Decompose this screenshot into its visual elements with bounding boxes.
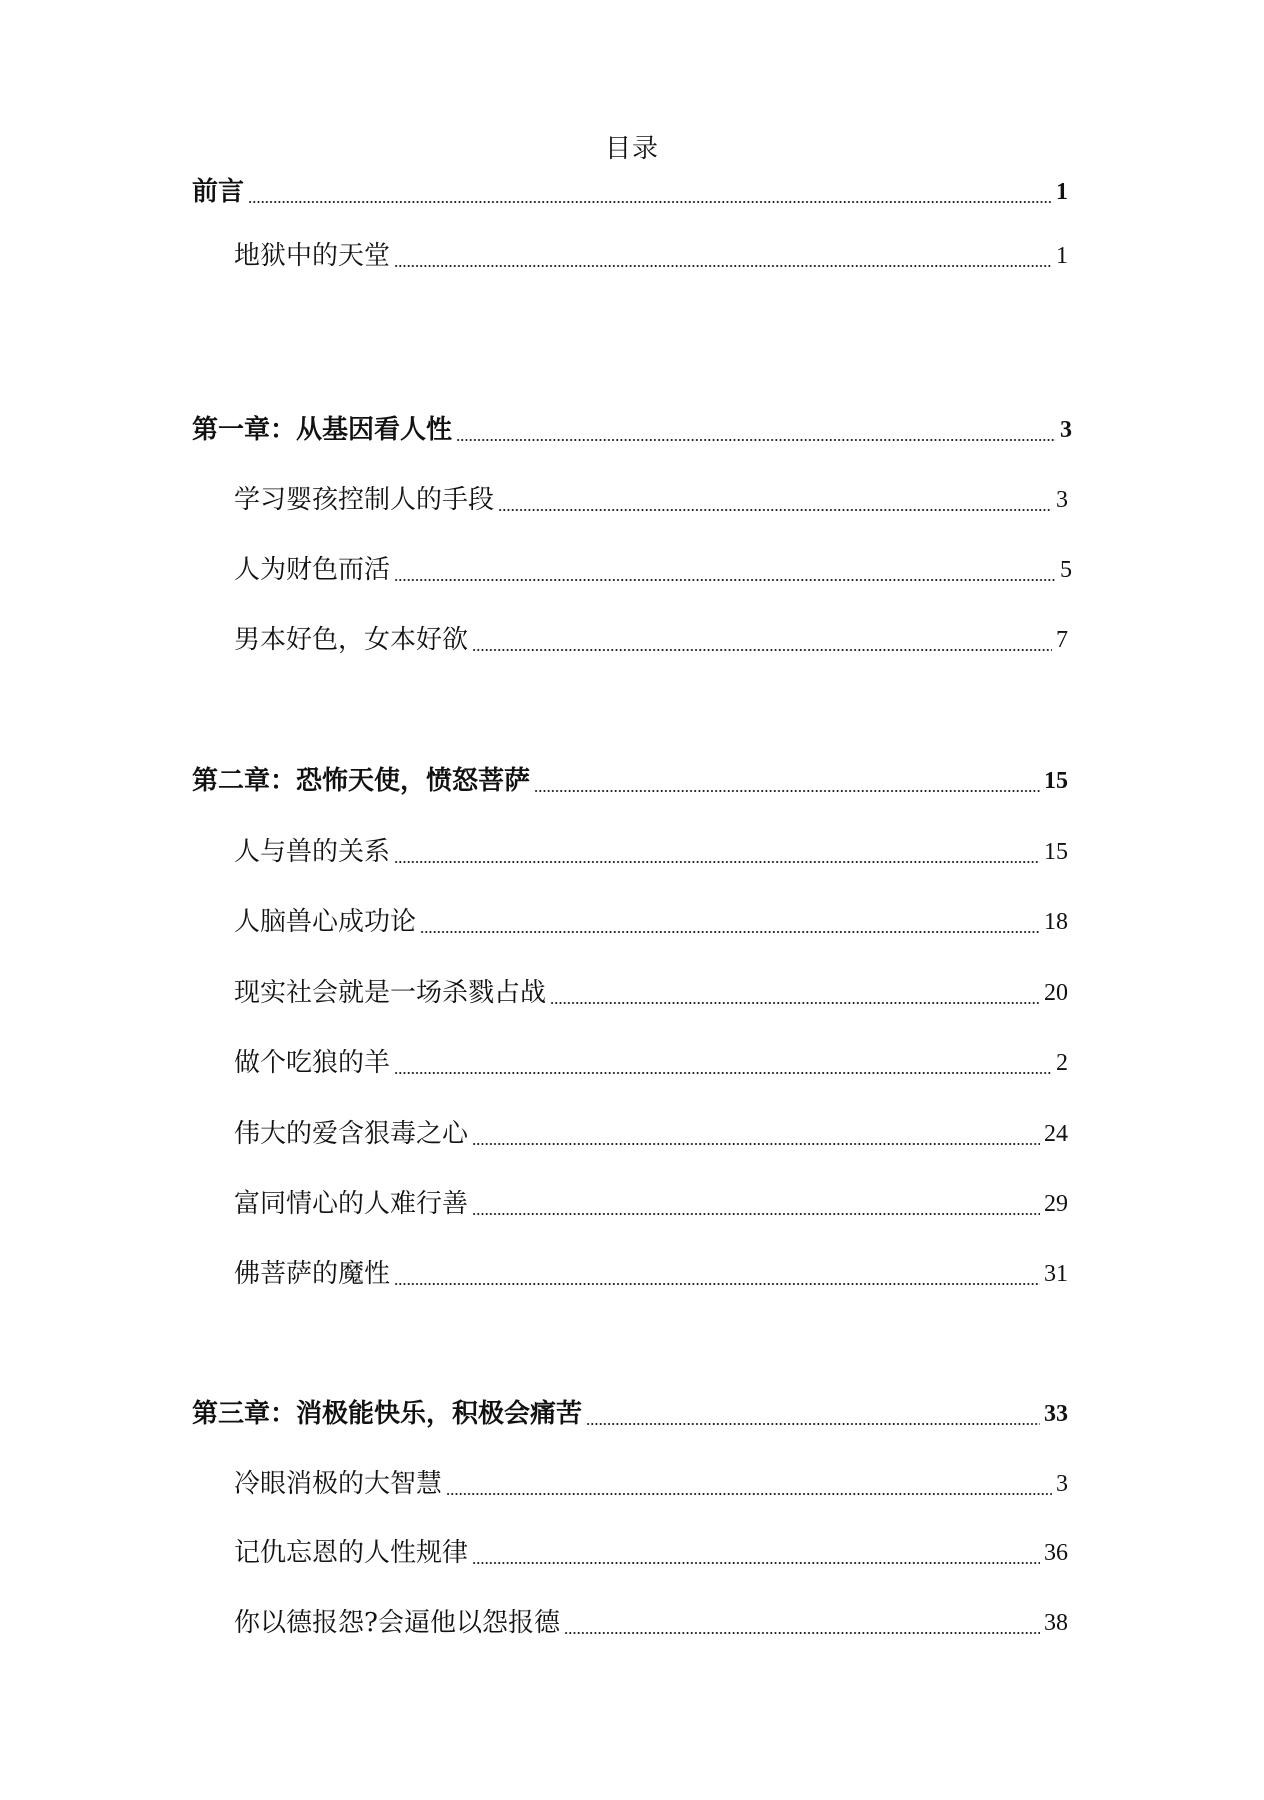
toc-label: 做个吃狼的羊 <box>234 1048 391 1078</box>
toc-page-number: 31 <box>1044 1261 1068 1287</box>
dot-leader <box>394 1072 1052 1074</box>
toc-label: 学习婴孩控制人的手段 <box>234 485 495 515</box>
dot-leader <box>498 509 1052 511</box>
toc-page-number: 3 <box>1056 1471 1068 1497</box>
toc-label: 第一章：从基因看人性 <box>192 415 453 445</box>
toc-page-number: 15 <box>1044 839 1068 865</box>
toc-page-number: 3 <box>1056 487 1068 513</box>
toc-label: 前言 <box>192 177 245 207</box>
toc-section[interactable] <box>234 1533 1068 1573</box>
toc-label: 第三章：消极能快乐，积极会痛苦 <box>192 1399 583 1429</box>
toc-section[interactable] <box>234 1114 1068 1154</box>
toc-page-number: 2 <box>1056 1050 1068 1076</box>
toc-label: 人为财色而活 <box>234 555 391 585</box>
toc-label: 富同情心的人难行善 <box>234 1189 469 1219</box>
toc-section[interactable] <box>234 1043 1068 1083</box>
toc-label: 现实社会就是一场杀戮占战 <box>234 978 547 1008</box>
toc-section[interactable] <box>234 832 1068 872</box>
toc-label: 冷眼消极的大智慧 <box>234 1469 443 1499</box>
toc-page-number: 1 <box>1056 243 1068 269</box>
dot-leader <box>394 265 1052 267</box>
toc-page-number: 24 <box>1044 1121 1068 1147</box>
toc-chapter-1[interactable] <box>192 410 1072 450</box>
toc-page-number: 15 <box>1044 768 1068 794</box>
toc-page-number: 18 <box>1044 909 1068 935</box>
dot-leader <box>472 1143 1040 1145</box>
toc-section[interactable] <box>234 973 1068 1013</box>
toc-page-number: 36 <box>1044 1540 1068 1566</box>
toc-section[interactable] <box>234 1254 1068 1294</box>
toc-label: 人脑兽心成功论 <box>234 907 417 937</box>
dot-leader <box>534 790 1040 792</box>
toc-section[interactable] <box>234 550 1072 590</box>
toc-section[interactable] <box>234 236 1068 276</box>
toc-page-number: 7 <box>1056 627 1068 653</box>
toc-page-number: 1 <box>1056 179 1068 205</box>
dot-leader <box>586 1423 1040 1425</box>
dot-leader <box>446 1493 1052 1495</box>
dot-leader <box>394 579 1056 581</box>
toc-label: 记仇忘恩的人性规律 <box>234 1538 469 1568</box>
toc-chapter-3[interactable] <box>192 1394 1068 1434</box>
toc-label: 你以德报怨?会逼他以怨报德 <box>234 1608 560 1638</box>
dot-leader <box>550 1002 1040 1004</box>
toc-page-number: 38 <box>1044 1610 1068 1636</box>
dot-leader <box>472 649 1052 651</box>
toc-label: 伟大的爱含狠毒之心 <box>234 1119 469 1149</box>
toc-section[interactable] <box>234 480 1068 520</box>
dot-leader <box>472 1562 1040 1564</box>
toc-section[interactable] <box>234 1184 1068 1224</box>
toc-chapter-preface[interactable] <box>192 172 1068 212</box>
dot-leader <box>564 1632 1040 1634</box>
toc-label: 佛菩萨的魔性 <box>234 1259 391 1289</box>
toc-page-number: 29 <box>1044 1191 1068 1217</box>
toc-label: 男本好色，女本好欲 <box>234 625 469 655</box>
toc-chapter-2[interactable] <box>192 761 1068 801</box>
page-title: 目录 <box>604 134 659 164</box>
dot-leader <box>420 931 1040 933</box>
dot-leader <box>248 201 1052 203</box>
toc-page-number: 33 <box>1044 1401 1068 1427</box>
toc-section[interactable] <box>234 902 1068 942</box>
dot-leader <box>394 861 1040 863</box>
dot-leader <box>456 439 1056 441</box>
toc-label: 人与兽的关系 <box>234 837 391 867</box>
toc-page-number: 3 <box>1060 417 1072 443</box>
toc-section[interactable] <box>234 620 1068 660</box>
toc-section[interactable] <box>234 1464 1068 1504</box>
toc-page-number: 5 <box>1060 557 1072 583</box>
toc-label: 第二章：恐怖天使，愤怒菩萨 <box>192 766 531 796</box>
dot-leader <box>472 1213 1040 1215</box>
dot-leader <box>394 1283 1040 1285</box>
toc-label: 地狱中的天堂 <box>234 241 391 271</box>
toc-section[interactable] <box>234 1603 1068 1643</box>
toc-page-number: 20 <box>1044 980 1068 1006</box>
